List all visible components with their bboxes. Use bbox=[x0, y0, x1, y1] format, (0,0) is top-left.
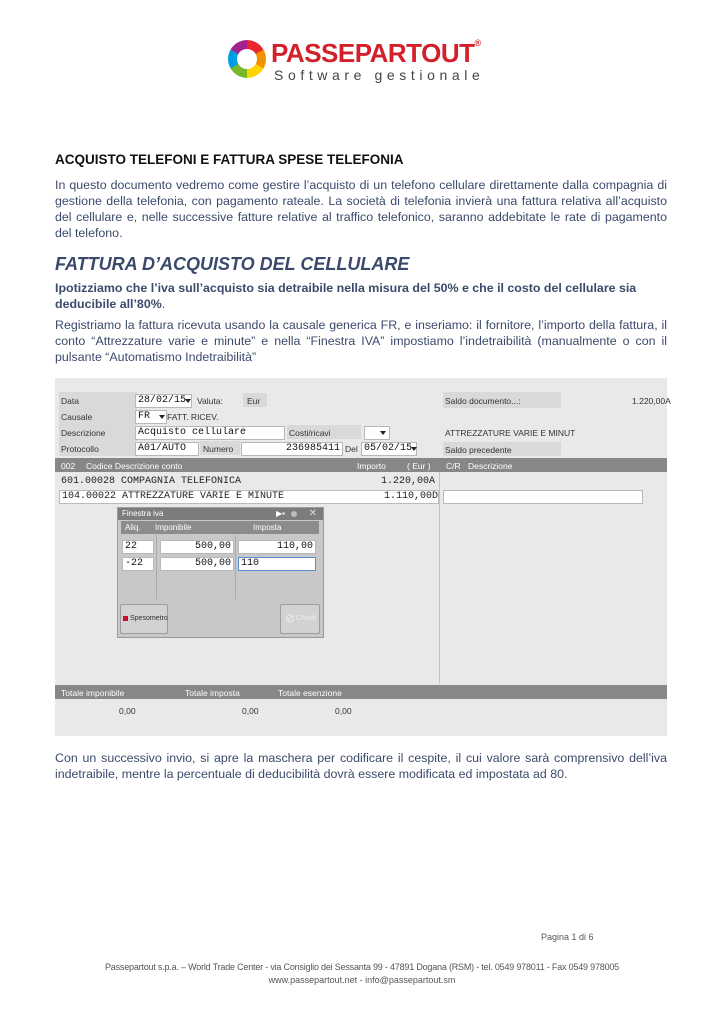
del-label: Del bbox=[345, 444, 358, 454]
data-label: Data bbox=[61, 396, 79, 406]
minimize-icon[interactable] bbox=[291, 511, 297, 517]
causale-description: FATT. RICEV. bbox=[167, 412, 219, 422]
causale-field[interactable]: FR bbox=[135, 410, 167, 424]
totale-imponibile-value: 0,00 bbox=[119, 706, 136, 716]
instructions-paragraph: Registriamo la fattura ricevuta usando la causale generica FR, e inseriamo: il fornitore, l’importo della fattura, il conto “Attrezzature varie e minute” e nella “Finestra IVA” impostiamo l’indetraibilità (manualmente o con il pulsante “Automatismo Indetraibilità” bbox=[55, 318, 667, 364]
table-row[interactable]: 601.00028 COMPAGNIA TELEFONICA 1.220,00A bbox=[61, 476, 435, 487]
logo-name: PASSEPARTOUT® bbox=[271, 38, 481, 68]
dropdown-arrow-icon[interactable] bbox=[185, 399, 191, 403]
chiudi-button[interactable]: ⊘ Chiudi bbox=[280, 604, 320, 634]
protocollo-label: Protocollo bbox=[61, 444, 99, 454]
column-divider bbox=[439, 472, 440, 684]
saldo-documento-value: 1.220,00A bbox=[632, 396, 671, 406]
aliquota-field[interactable]: -22 bbox=[122, 557, 154, 571]
logo-tagline: Software gestionale bbox=[274, 67, 485, 83]
del-field[interactable]: 05/02/15 bbox=[361, 442, 417, 456]
section-title: FATTURA D’ACQUISTO DEL CELLULARE bbox=[55, 254, 410, 274]
numero-label: Numero bbox=[203, 444, 234, 454]
aliquota-field[interactable]: 22 bbox=[122, 540, 154, 554]
closing-paragraph: Con un successivo invio, si apre la maschera per codificare il cespite, il cui valore sarà comprensivo dell’iva indetraibile, mentre la percentuale di deducibilità dovrà essere modificata ed impostata ad 80. bbox=[55, 751, 667, 781]
data-field[interactable]: 28/02/15 bbox=[135, 394, 192, 408]
saldo-precedente-label: Saldo precedente bbox=[445, 445, 512, 455]
assumption-paragraph: Ipotizziamo che l’iva sull’acquisto sia detraibile nella misura del 50% e che il costo del cellulare sia deducibile all’80%. bbox=[55, 281, 637, 311]
iva-window-titlebar: Finestra iva ✕ ▶▪ bbox=[118, 508, 323, 520]
grid-header: 002 Codice Descrizione conto Importo ( Eur ) C/R Descrizione bbox=[55, 458, 667, 472]
imponibile-field[interactable]: 500,00 bbox=[160, 540, 234, 554]
imposta-field-active[interactable]: 110 bbox=[238, 557, 316, 571]
footer-address: Passepartout s.p.a. – World Trade Center - via Consiglio dei Sessanta 99 - 47891 Dogana (RSM) - tel. 0549 978011 - Fax 0549 978005 bbox=[105, 962, 619, 972]
divider bbox=[235, 535, 236, 599]
page-number: Pagina 1 di 6 bbox=[541, 932, 594, 942]
invoice-entry-screenshot bbox=[55, 378, 671, 736]
descrizione-label: Descrizione bbox=[61, 428, 106, 438]
logo-flower-icon bbox=[228, 40, 266, 78]
totals-header: Totale imponibile Totale imposta Totale esenzione bbox=[55, 685, 667, 699]
table-row[interactable]: 104.00022 ATTREZZATURE VARIE E MINUTE 1.110,00D bbox=[59, 490, 439, 504]
costi-ricavi-label: Costi/ricavi bbox=[289, 428, 331, 438]
dropdown-arrow-icon[interactable] bbox=[159, 415, 165, 419]
passepartout-logo bbox=[228, 38, 508, 88]
imponibile-field[interactable]: 500,00 bbox=[160, 557, 234, 571]
protocollo-field[interactable]: A01/AUTO bbox=[135, 442, 199, 456]
saldo-documento-label: Saldo documento...: bbox=[445, 396, 521, 406]
iva-window-header: Aliq. Imponibile Imposta bbox=[121, 521, 319, 534]
numero-field[interactable]: 236985411 bbox=[241, 442, 343, 456]
valuta-value: Eur bbox=[247, 396, 261, 406]
close-icon[interactable]: ✕ bbox=[308, 508, 317, 519]
totale-imposta-value: 0,00 bbox=[242, 706, 259, 716]
conto-description: ATTREZZATURE VARIE E MINUT bbox=[445, 428, 576, 438]
dropdown-arrow-icon[interactable] bbox=[380, 431, 386, 435]
document-title: ACQUISTO TELEFONI E FATTURA SPESE TELEFONIA bbox=[55, 152, 404, 167]
costi-ricavi-field[interactable] bbox=[364, 426, 390, 440]
dropdown-arrow-icon[interactable] bbox=[411, 447, 417, 451]
spesometro-button[interactable]: Spesometro bbox=[120, 604, 168, 634]
valuta-label: Valuta: bbox=[197, 396, 223, 406]
row-description-field[interactable] bbox=[443, 490, 643, 504]
pin-icon[interactable]: ▶▪ bbox=[276, 509, 285, 518]
causale-label: Causale bbox=[61, 412, 93, 422]
descrizione-field[interactable]: Acquisto cellulare bbox=[135, 426, 285, 440]
divider bbox=[156, 535, 157, 599]
close-circle-icon: ⊘ bbox=[285, 611, 296, 625]
intro-paragraph: In questo documento vedremo come gestire l’acquisto di un telefono cellulare direttamente dalla compagnia di gestione della telefonia, con pagamento rateale. La società di telefonia invierà una fattura relativa all’acquisto del cellulare e, nelle successive fatture relative al traffico telefonico, saranno addebitate le rate di pagamento del telefono. bbox=[55, 178, 667, 240]
totale-esenzione-value: 0,00 bbox=[335, 706, 352, 716]
footer-contacts: www.passepartout.net - info@passepartout.sm bbox=[268, 975, 456, 985]
spesometro-icon bbox=[123, 616, 128, 621]
imposta-field[interactable]: 110,00 bbox=[238, 540, 316, 554]
iva-window bbox=[117, 507, 324, 638]
